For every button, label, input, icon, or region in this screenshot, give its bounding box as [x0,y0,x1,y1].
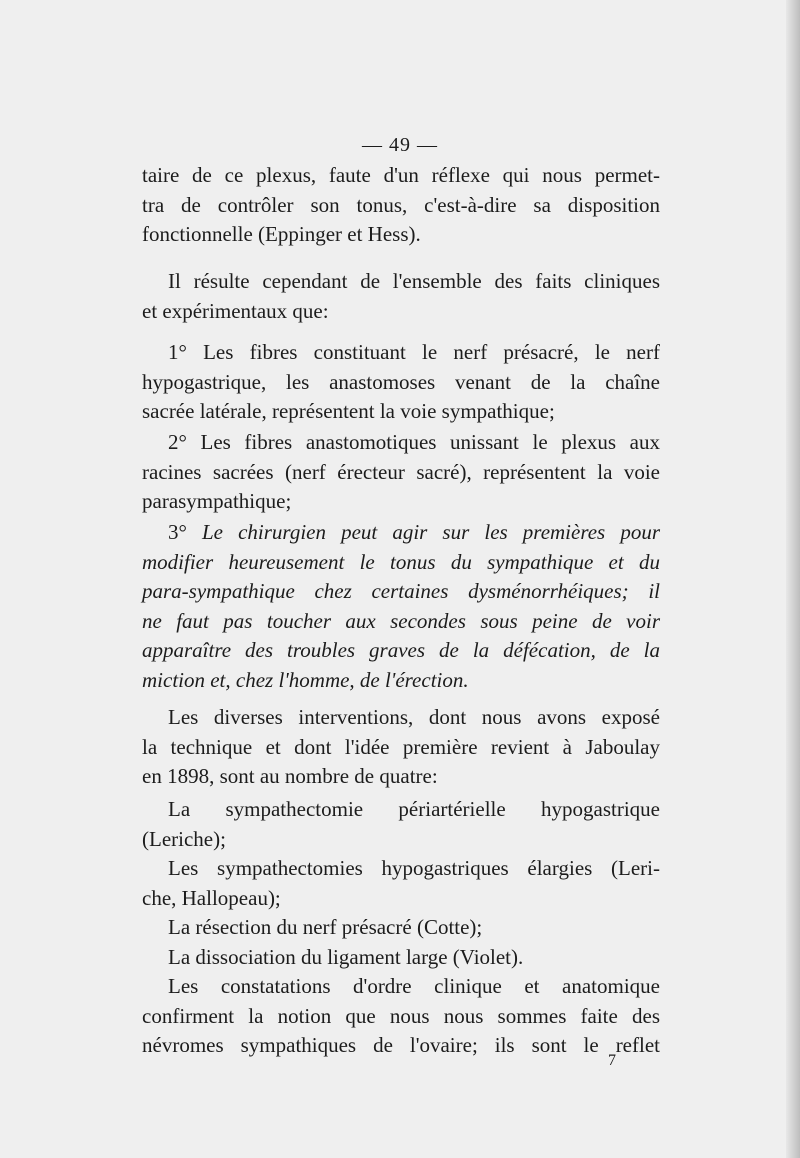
text-line: tra de contrôler son tonus, c'est-à-dire sa disposition [142,192,660,217]
text-line: para-sympathique chez certaines dysménorrhéiques; il [142,579,660,603]
paragraph-2 [142,267,660,326]
page-number: — 49 — [362,134,438,156]
italic-text: Le chirurgien peut agir sur les premières pour [202,520,660,544]
list-item: La sympathectomie périartérielle hypogastrique [168,797,660,821]
text-line: confirment la notion que nous nous sommes faite des [142,1003,660,1028]
page-edge-shadow [786,0,800,1158]
list-item: (Leriche); [142,826,226,851]
list-item: che, Hallopeau); [142,885,281,910]
text-line: modifier heureusement le tonus du sympathique et du [142,549,660,574]
text-line: en 1898, sont au nombre de quatre: [142,764,438,788]
text-line: la technique et dont l'idée première revient à Jaboulay [142,734,660,759]
list-item: Les sympathectomies hypogastriques élargies (Leri- [168,856,660,880]
text-line: racines sacrées (nerf érecteur sacré), représentent la voie [142,459,660,484]
text-line: névromes sympathiques de l'ovaire; ils sont le reflet [142,1033,660,1057]
text-line: Les constatations d'ordre clinique et anatomique [168,974,660,998]
paragraph-3 [142,338,660,427]
paragraph-7 [142,972,660,1061]
paragraph-6 [142,703,660,792]
text-line: fonctionnelle (Eppinger et Hess). [142,222,421,246]
paragraph-4 [142,428,660,517]
text-line: parasympathique; [142,489,292,513]
intervention-list [142,795,660,972]
sheet-number: 7 [608,1052,616,1069]
text-line: 1° Les fibres constituant le nerf présacré, le nerf [168,340,660,364]
paragraph-1 [142,161,660,250]
text-line: hypogastrique, les anastomoses venant de la chaîne [142,369,660,394]
text-line: 2° Les fibres anastomotiques unissant le plexus aux [168,430,660,454]
text-line: Il résulte cependant de l'ensemble des faits cliniques [168,269,660,293]
text-line [142,518,660,548]
text-line: apparaître des troubles graves de la défécation, de la [142,638,660,662]
list-marker: 3° [168,520,202,544]
text-line: et expérimentaux que: [142,298,329,323]
list-item: La résection du nerf présacré (Cotte); [168,915,483,939]
text-line: sacrée latérale, représentent la voie sympathique; [142,399,555,423]
text-line: miction et, chez l'homme, de l'érection. [142,667,469,692]
text-line: Les diverses interventions, dont nous avons exposé [168,705,660,729]
text-line: taire de ce plexus, faute d'un réflexe qui nous permet- [142,163,660,187]
paragraph-5 [142,518,660,695]
text-line: ne faut pas toucher aux secondes sous peine de voir [142,608,660,633]
list-item: La dissociation du ligament large (Violet). [168,944,524,969]
